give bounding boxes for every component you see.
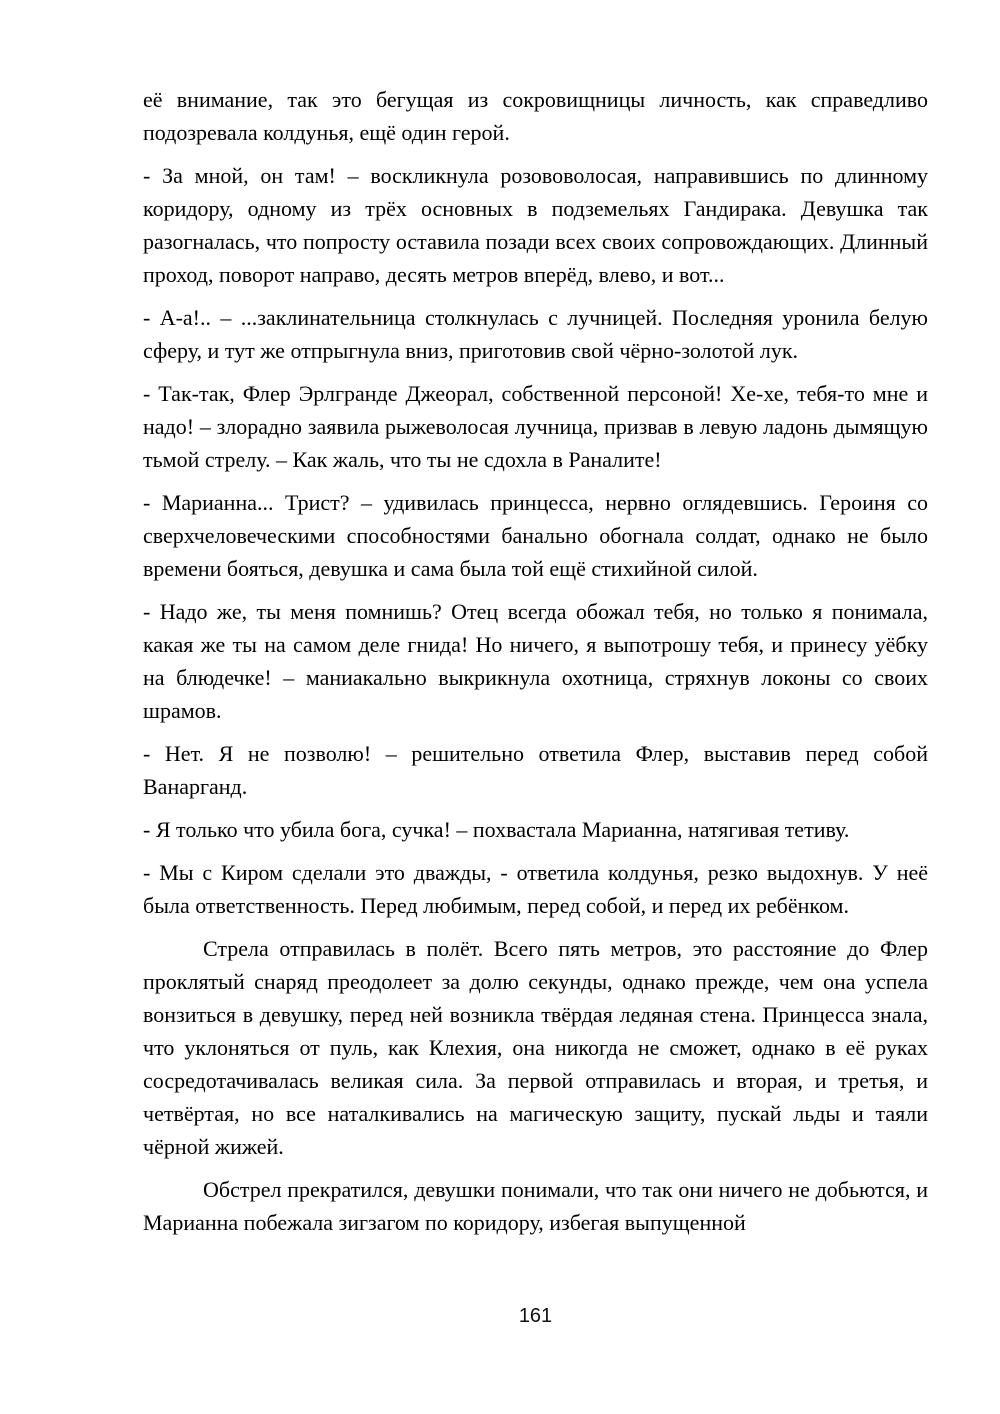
paragraph: - За мной, он там! – воскликнула розововолосая, направившись по длинному коридору, одному из трёх основных в подземельях Гандирака. Девушка так разогналась, что попросту оставила позади всех своих сопровождающих. Длинный проход, поворот направо, десять метров вперёд, влево, и вот... (143, 163, 928, 287)
paragraph: - А-а!.. – ...заклинательница столкнулась с лучницей. Последняя уронила белую сферу, и тут же отпрыгнула вниз, приготовив свой чёрно-золотой лук. (143, 305, 928, 363)
paragraph: - Марианна... Трист? – удивилась принцесса, нервно оглядевшись. Героиня со сверхчеловеческими способностями банально обогнала солдат, однако не было времени бояться, девушка и сама была той ещё стихийной силой. (143, 490, 928, 581)
page-text-block (143, 83, 928, 1249)
paragraph: её внимание, так это бегущая из сокровищницы личность, как справедливо подозревала колдунья, ещё один герой. (143, 87, 928, 145)
paragraph: Стрела отправилась в полёт. Всего пять метров, это расстояние до Флер проклятый снаряд преодолеет за долю секунды, однако прежде, чем она успела вонзиться в девушку, перед ней возникла твёрдая ледяная стена. Принцесса знала, что уклоняться от пуль, как Клехия, она никогда не сможет, однако в её руках сосредотачивалась великая сила. За первой отправилась и вторая, и третья, и четвёртая, но все наталкивались на магическую защиту, пускай льды и таяли чёрной жижей. (143, 936, 928, 1159)
paragraph: - Мы с Киром сделали это дважды, - ответила колдунья, резко выдохнув. У неё была ответственность. Перед любимым, перед собой, и перед их ребёнком. (143, 860, 928, 918)
paragraph: - Нет. Я не позволю! – решительно ответила Флер, выставив перед собой Ванарганд. (143, 741, 928, 799)
page-number: 161 (518, 1305, 553, 1327)
paragraph: - Я только что убила бога, сучка! – похвастала Марианна, натягивая тетиву. (143, 817, 850, 842)
paragraph: - Так-так, Флер Эрлгранде Джеорал, собственной персоной! Хе-хе, тебя-то мне и надо! – злорадно заявила рыжеволосая лучница, призвав в левую ладонь дымящую тьмой стрелу. – Как жаль, что ты не сдохла в Раналите! (143, 381, 928, 472)
paragraph: Обстрел прекратился, девушки понимали, что так они ничего не добьются, и Марианна побежала зигзагом по коридору, избегая выпущенной (143, 1177, 928, 1235)
paragraph: - Надо же, ты меня помнишь? Отец всегда обожал тебя, но только я понимала, какая же ты на самом деле гнида! Но ничего, я выпотрошу тебя, и принесу уёбку на блюдечке! – маниакально выкрикнула охотница, стряхнув локоны со своих шрамов. (143, 599, 928, 723)
